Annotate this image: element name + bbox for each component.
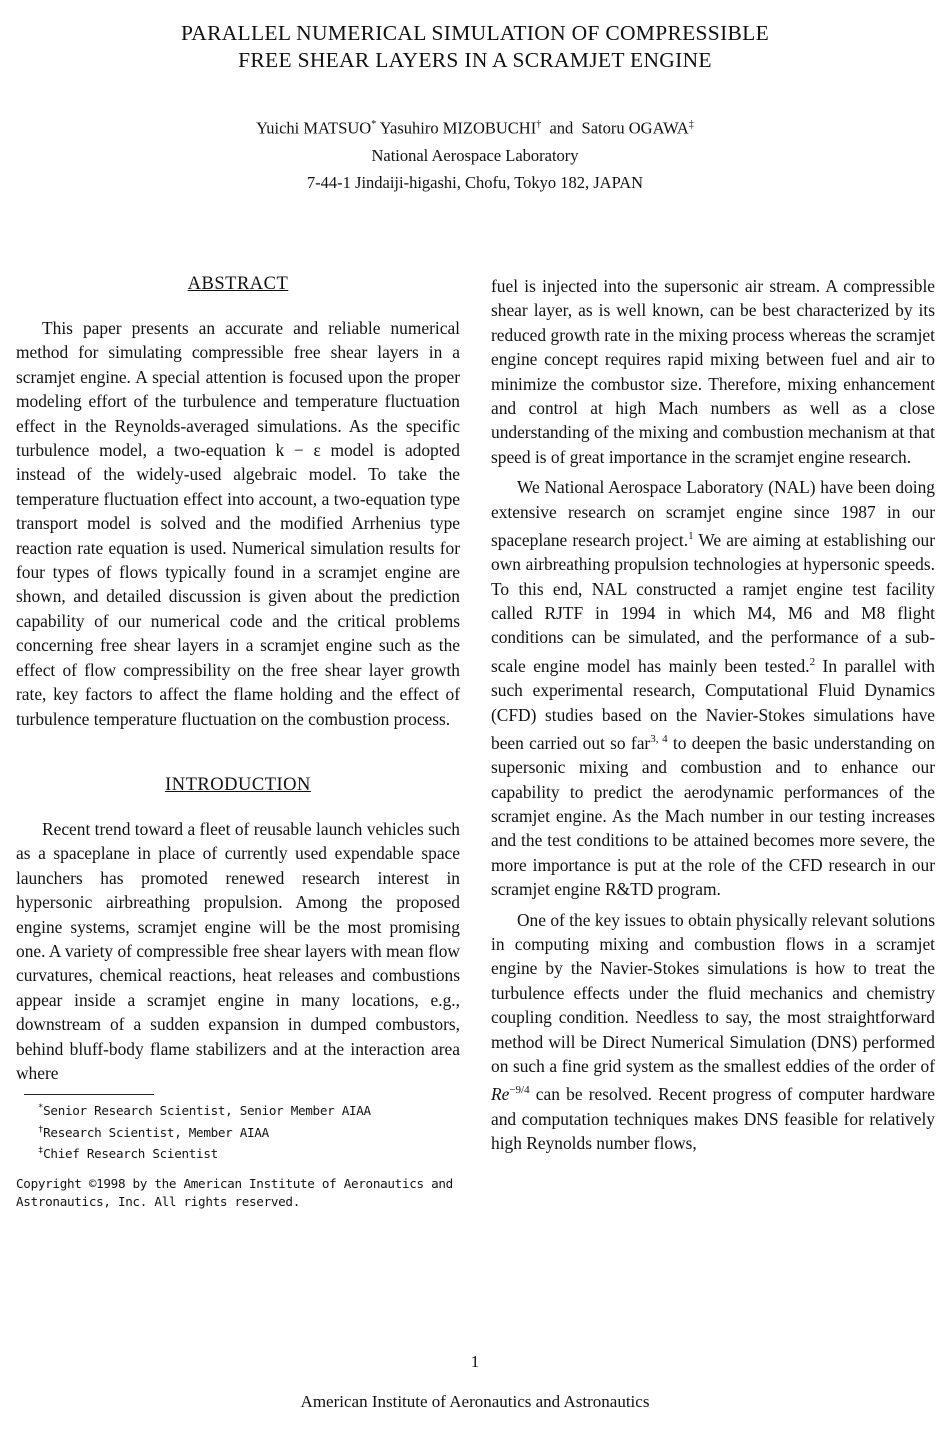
left-column — [16, 268, 460, 1211]
copyright-notice: Copyright ©1998 by the American Institute of Aeronautics and Astronautics, Inc. All rights reserved. — [16, 1175, 453, 1209]
author-1: Yuichi MATSUO — [256, 118, 372, 138]
author-block — [60, 111, 890, 196]
right-column — [491, 274, 935, 1155]
title-line-1: PARALLEL NUMERICAL SIMULATION OF COMPRESSIBLE — [180, 21, 770, 45]
author-2: Yasuhiro MIZOBUCHI — [379, 118, 537, 138]
footnote-1: *Senior Research Scientist, Senior Member AIAA — [38, 1103, 371, 1119]
author-names — [60, 111, 890, 142]
reference-3-4: 3, 4 — [650, 732, 668, 745]
footnote-2: †Research Scientist, Member AIAA — [38, 1124, 269, 1140]
author-3-mark: ‡ — [688, 119, 694, 130]
author-3: Satoru OGAWA — [581, 118, 689, 138]
reference-2: 2 — [809, 655, 816, 668]
footnote-rule — [24, 1094, 154, 1095]
intro-paragraph-1-end: fuel is injected into the supersonic air stream. A compressible shear layer, as is well known, can be best characterized by its reduced growth rate in the mixing process whereas the scramjet engine concept requires rapid mixing between fuel and air to minimize the combustor size. Therefore, mixing enhancement and control at high Mach numbers as well as a close understanding of the mixing and combustion mechanism at that speed is of great importance in the scramjet engine research. — [491, 276, 935, 467]
address: 7-44-1 Jindaiji-higashi, Chofu, Tokyo 182, JAPAN — [306, 172, 644, 192]
introduction-heading: INTRODUCTION — [165, 774, 311, 795]
author-2-mark: † — [536, 119, 542, 130]
footnote-3: ‡Chief Research Scientist — [38, 1145, 218, 1161]
abstract-heading: ABSTRACT — [187, 274, 289, 294]
paper-title — [60, 20, 890, 74]
author-and: and — [549, 118, 574, 138]
intro-paragraph-1-start: Recent trend toward a fleet of reusable launch vehicles such as a spaceplane in place of currently used expendable space launchers has promoted renewed research interest in hypersonic airbreathing propulsion. Among the proposed engine systems, scramjet engine will be the most promising one. A variety of compressible free shear layers with mean flow curvatures, chemical reactions, heat releases and combustions appear inside a scramjet engine in many locations, e.g., downstream of a sudden expansion in dumped combustors, behind bluff-body flame stabilizers and at the interaction area where — [16, 818, 460, 1083]
abstract-text: This paper presents an accurate and reliable numerical method for simulating compressible free shear layers in a scramjet engine. A special attention is focused upon the proper modeling effort of the turbulence and temperature fluctuation effect in the Reynolds-averaged simulations. As the specific turbulence model, a two-equation k − ε model is adopted instead of the widely-used algebraic model. To take the temperature fluctuation effect into account, a two-equation type transport model is solved and the modified Arrhenius type reaction rate equation is used. Numerical simulation results for four types of flows typically found in a scramjet engine are shown, and detailed discussion is given about the prediction capability of our numerical code and the critical problems concerning free shear layers in a scramjet engine such as the effect of flow compressibility on the free shear layer growth rate, key factors to affect the flame holding and the effect of turbulence temperature fluctuation on the combustion process. — [16, 318, 460, 729]
reynolds-symbol: Re — [491, 1084, 510, 1105]
title-line-2: FREE SHEAR LAYERS IN A SCRAMJET ENGINE — [238, 48, 712, 72]
intro-paragraph-3: One of the key issues to obtain physically relevant solutions in computing mixing and combustion flows in a scramjet engine by the Navier-Stokes simulations is how to treat the turbulence effects under the fluid mechanics and chemistry coupling condition. Needless to say, the most straightforward method will be Direct Numerical Simulation (DNS) performed on such a fine grid system as the smallest eddies of the order of $Re^{-9/4}$ can be resolved. Recent progress of computer hardware and computation techniques makes DNS feasible for relatively high Reynolds number flows, — [491, 909, 935, 1153]
page-footer: American Institute of Aeronautics and Astronautics — [300, 1392, 650, 1411]
reynolds-exponent: −9/4 — [509, 1084, 530, 1097]
intro-paragraph-2: We National Aerospace Laboratory (NAL) have been doing extensive research on scramjet engine since 1987 in our spaceplane research project.$^1$ We are aiming at establishing our own airbreathing propulsion technologies at hypersonic speeds. To this end, NAL constructed a ramjet engine test facility called RJTF in 1994 in which M4, M6 and M8 flight conditions can be simulated, and the performance of a sub-scale engine model has mainly been tested.$^2$ In parallel with such experimental research, Computational Fluid Dynamics (CFD) studies based on the Navier-Stokes simulations have been carried out so far$^{3, 4}$ to deepen the basic understanding on supersonic mixing and combustion and to enhance our capability to predict the aerodynamic performances of the scramjet engine. As the Mach number in our testing increases and the test conditions to be attained becomes more severe, the more importance is put at the role of the CFD research in our scramjet engine R&TD program. — [491, 477, 936, 900]
author-1-mark: * — [371, 119, 377, 130]
affiliation: National Aerospace Laboratory — [371, 145, 579, 165]
page-number: 1 — [470, 1352, 480, 1371]
reference-1: 1 — [688, 530, 694, 543]
